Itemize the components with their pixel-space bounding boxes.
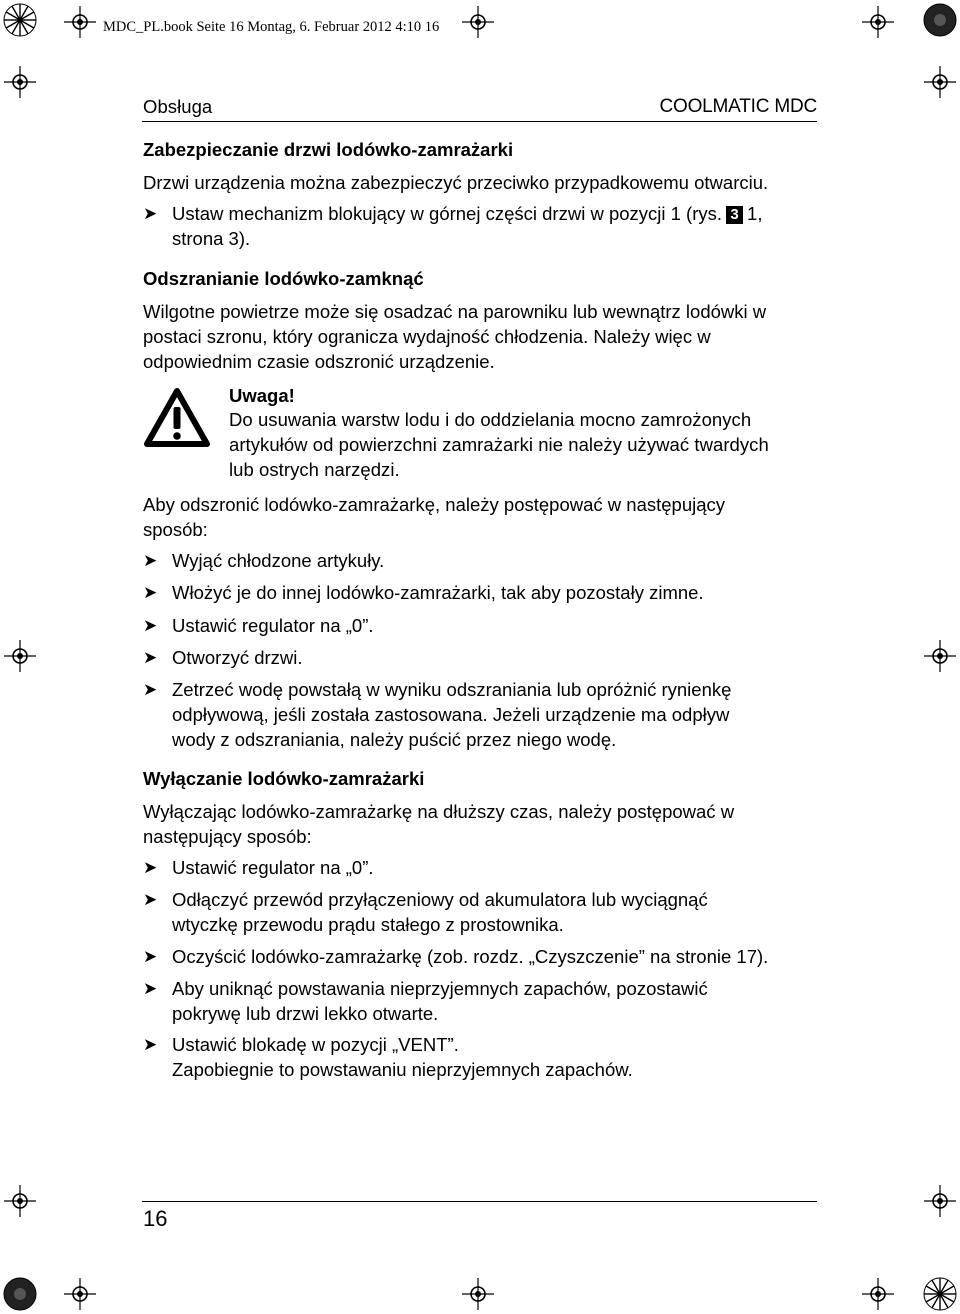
- starburst-mark-icon: [922, 1276, 958, 1312]
- paragraph: Drzwi urządzenia można zabezpieczyć przeciwko przypadkowemu otwarciu.: [143, 172, 769, 193]
- registration-mark-icon: [920, 1181, 960, 1221]
- paragraph-line: postaci szronu, który ogranicza wydajność chłodzenia. Należy więc w: [143, 326, 711, 347]
- footer-rule: [142, 1201, 817, 1202]
- instruction-step: [172, 677, 822, 752]
- bullet-arrow-icon: ➤: [143, 204, 158, 223]
- warning-line: artykułów od powierzchni zamrażarki nie należy używać twardych: [229, 434, 769, 455]
- paragraph-line: odpowiednim czasie odszronić urządzenie.: [143, 351, 495, 372]
- print-header: MDC_PL.book Seite 16 Montag, 6. Februar 2012 4:10 16: [103, 19, 440, 35]
- registration-mark-icon: [60, 2, 100, 42]
- instruction-step: [172, 887, 822, 937]
- step-line: Zetrzeć wodę powstałą w wyniku odszraniania lub opróżnić rynienkę: [172, 679, 732, 700]
- paragraph: [143, 492, 823, 542]
- step-line: Aby uniknąć powstawania nieprzyjemnych zapachów, pozostawić: [172, 978, 708, 999]
- bullet-arrow-icon: ➤: [143, 616, 158, 635]
- figure-reference-badge: 3: [726, 206, 743, 224]
- instruction-step: Otworzyć drzwi.: [172, 647, 303, 668]
- instruction-step: [172, 201, 822, 251]
- step-line: Odłączyć przewód przyłączeniowy od akumulatora lub wyciągnąć: [172, 889, 708, 910]
- bullet-arrow-icon: ➤: [143, 551, 158, 570]
- registration-mark-icon: [858, 2, 898, 42]
- starburst-mark-icon: [2, 1276, 38, 1312]
- instruction-step: Włożyć je do innej lodówko-zamrażarki, tak aby pozostały zimne.: [172, 582, 704, 603]
- registration-mark-icon: [920, 62, 960, 102]
- paragraph: [143, 799, 823, 849]
- instruction-step: [172, 976, 822, 1026]
- bullet-arrow-icon: ➤: [143, 583, 158, 602]
- step-text: 1,: [747, 203, 763, 224]
- step-line: odpływową, jeśli została zastosowana. Jeżeli urządzenie ma odpływ: [172, 704, 730, 725]
- instruction-step: Ustawić regulator na „0”.: [172, 615, 374, 636]
- bullet-arrow-icon: ➤: [143, 979, 158, 998]
- warning-triangle-icon: [141, 385, 213, 451]
- step-text: Ustaw mechanizm blokujący w górnej części drzwi w pozycji 1 (rys.: [172, 203, 723, 224]
- registration-mark-icon: [0, 62, 40, 102]
- header-section-title: Obsługa: [143, 96, 213, 117]
- header-rule: [142, 121, 817, 122]
- page-number: 16: [143, 1206, 168, 1231]
- instruction-step: Oczyścić lodówko-zamrażarkę (zob. rozdz. „Czyszczenie” na stronie 17).: [172, 946, 769, 967]
- step-line: pokrywę lub drzwi lekko otwarte.: [172, 1003, 439, 1024]
- bullet-arrow-icon: ➤: [143, 858, 158, 877]
- section-heading-defrosting: Odszranianie lodówko-zamknąć: [143, 268, 424, 289]
- bullet-arrow-icon: ➤: [143, 947, 158, 966]
- bullet-arrow-icon: ➤: [143, 1035, 158, 1054]
- instruction-step: [172, 1032, 822, 1082]
- paragraph-line: Aby odszronić lodówko-zamrażarkę, należy postępować w następujący: [143, 494, 726, 515]
- registration-mark-icon: [458, 2, 498, 42]
- instruction-step: Wyjąć chłodzone artykuły.: [172, 550, 385, 571]
- bullet-arrow-icon: ➤: [143, 648, 158, 667]
- step-line: wtyczkę przewodu prądu stałego z prostownika.: [172, 914, 564, 935]
- starburst-mark-icon: [2, 2, 38, 38]
- step-line: Ustawić blokadę w pozycji „VENT”.: [172, 1034, 459, 1055]
- warning-line: Do usuwania warstw lodu i do oddzielania mocno zamrożonych: [229, 409, 752, 430]
- registration-mark-icon: [858, 1274, 898, 1314]
- paragraph-line: następujący sposób:: [143, 826, 312, 847]
- warning-title: Uwaga!: [229, 385, 295, 406]
- starburst-mark-icon: [922, 2, 958, 38]
- warning-text: [229, 407, 829, 482]
- section-heading-door-lock: Zabezpieczanie drzwi lodówko-zamrażarki: [143, 139, 514, 160]
- registration-mark-icon: [60, 1274, 100, 1314]
- step-line: wody z odszraniania, należy puścić przez niego wodę.: [172, 729, 617, 750]
- paragraph-line: Wilgotne powietrze może się osadzać na parowniku lub wewnątrz lodówki w: [143, 301, 767, 322]
- paragraph: [143, 299, 823, 374]
- step-line: Zapobiegnie to powstawaniu nieprzyjemnych zapachów.: [172, 1059, 633, 1080]
- header-product-name: COOLMATIC MDC: [659, 96, 817, 117]
- bullet-arrow-icon: ➤: [143, 680, 158, 699]
- paragraph-line: Wyłączając lodówko-zamrażarkę na dłuższy czas, należy postępować w: [143, 801, 735, 822]
- step-text: strona 3).: [172, 228, 251, 249]
- section-heading-switching-off: Wyłączanie lodówko-zamrażarki: [143, 768, 425, 789]
- paragraph-line: sposób:: [143, 519, 208, 540]
- registration-mark-icon: [458, 1274, 498, 1314]
- warning-line: lub ostrych narzędzi.: [229, 459, 400, 480]
- registration-mark-icon: [920, 636, 960, 676]
- registration-mark-icon: [0, 636, 40, 676]
- registration-mark-icon: [0, 1181, 40, 1221]
- bullet-arrow-icon: ➤: [143, 890, 158, 909]
- instruction-step: Ustawić regulator na „0”.: [172, 857, 374, 878]
